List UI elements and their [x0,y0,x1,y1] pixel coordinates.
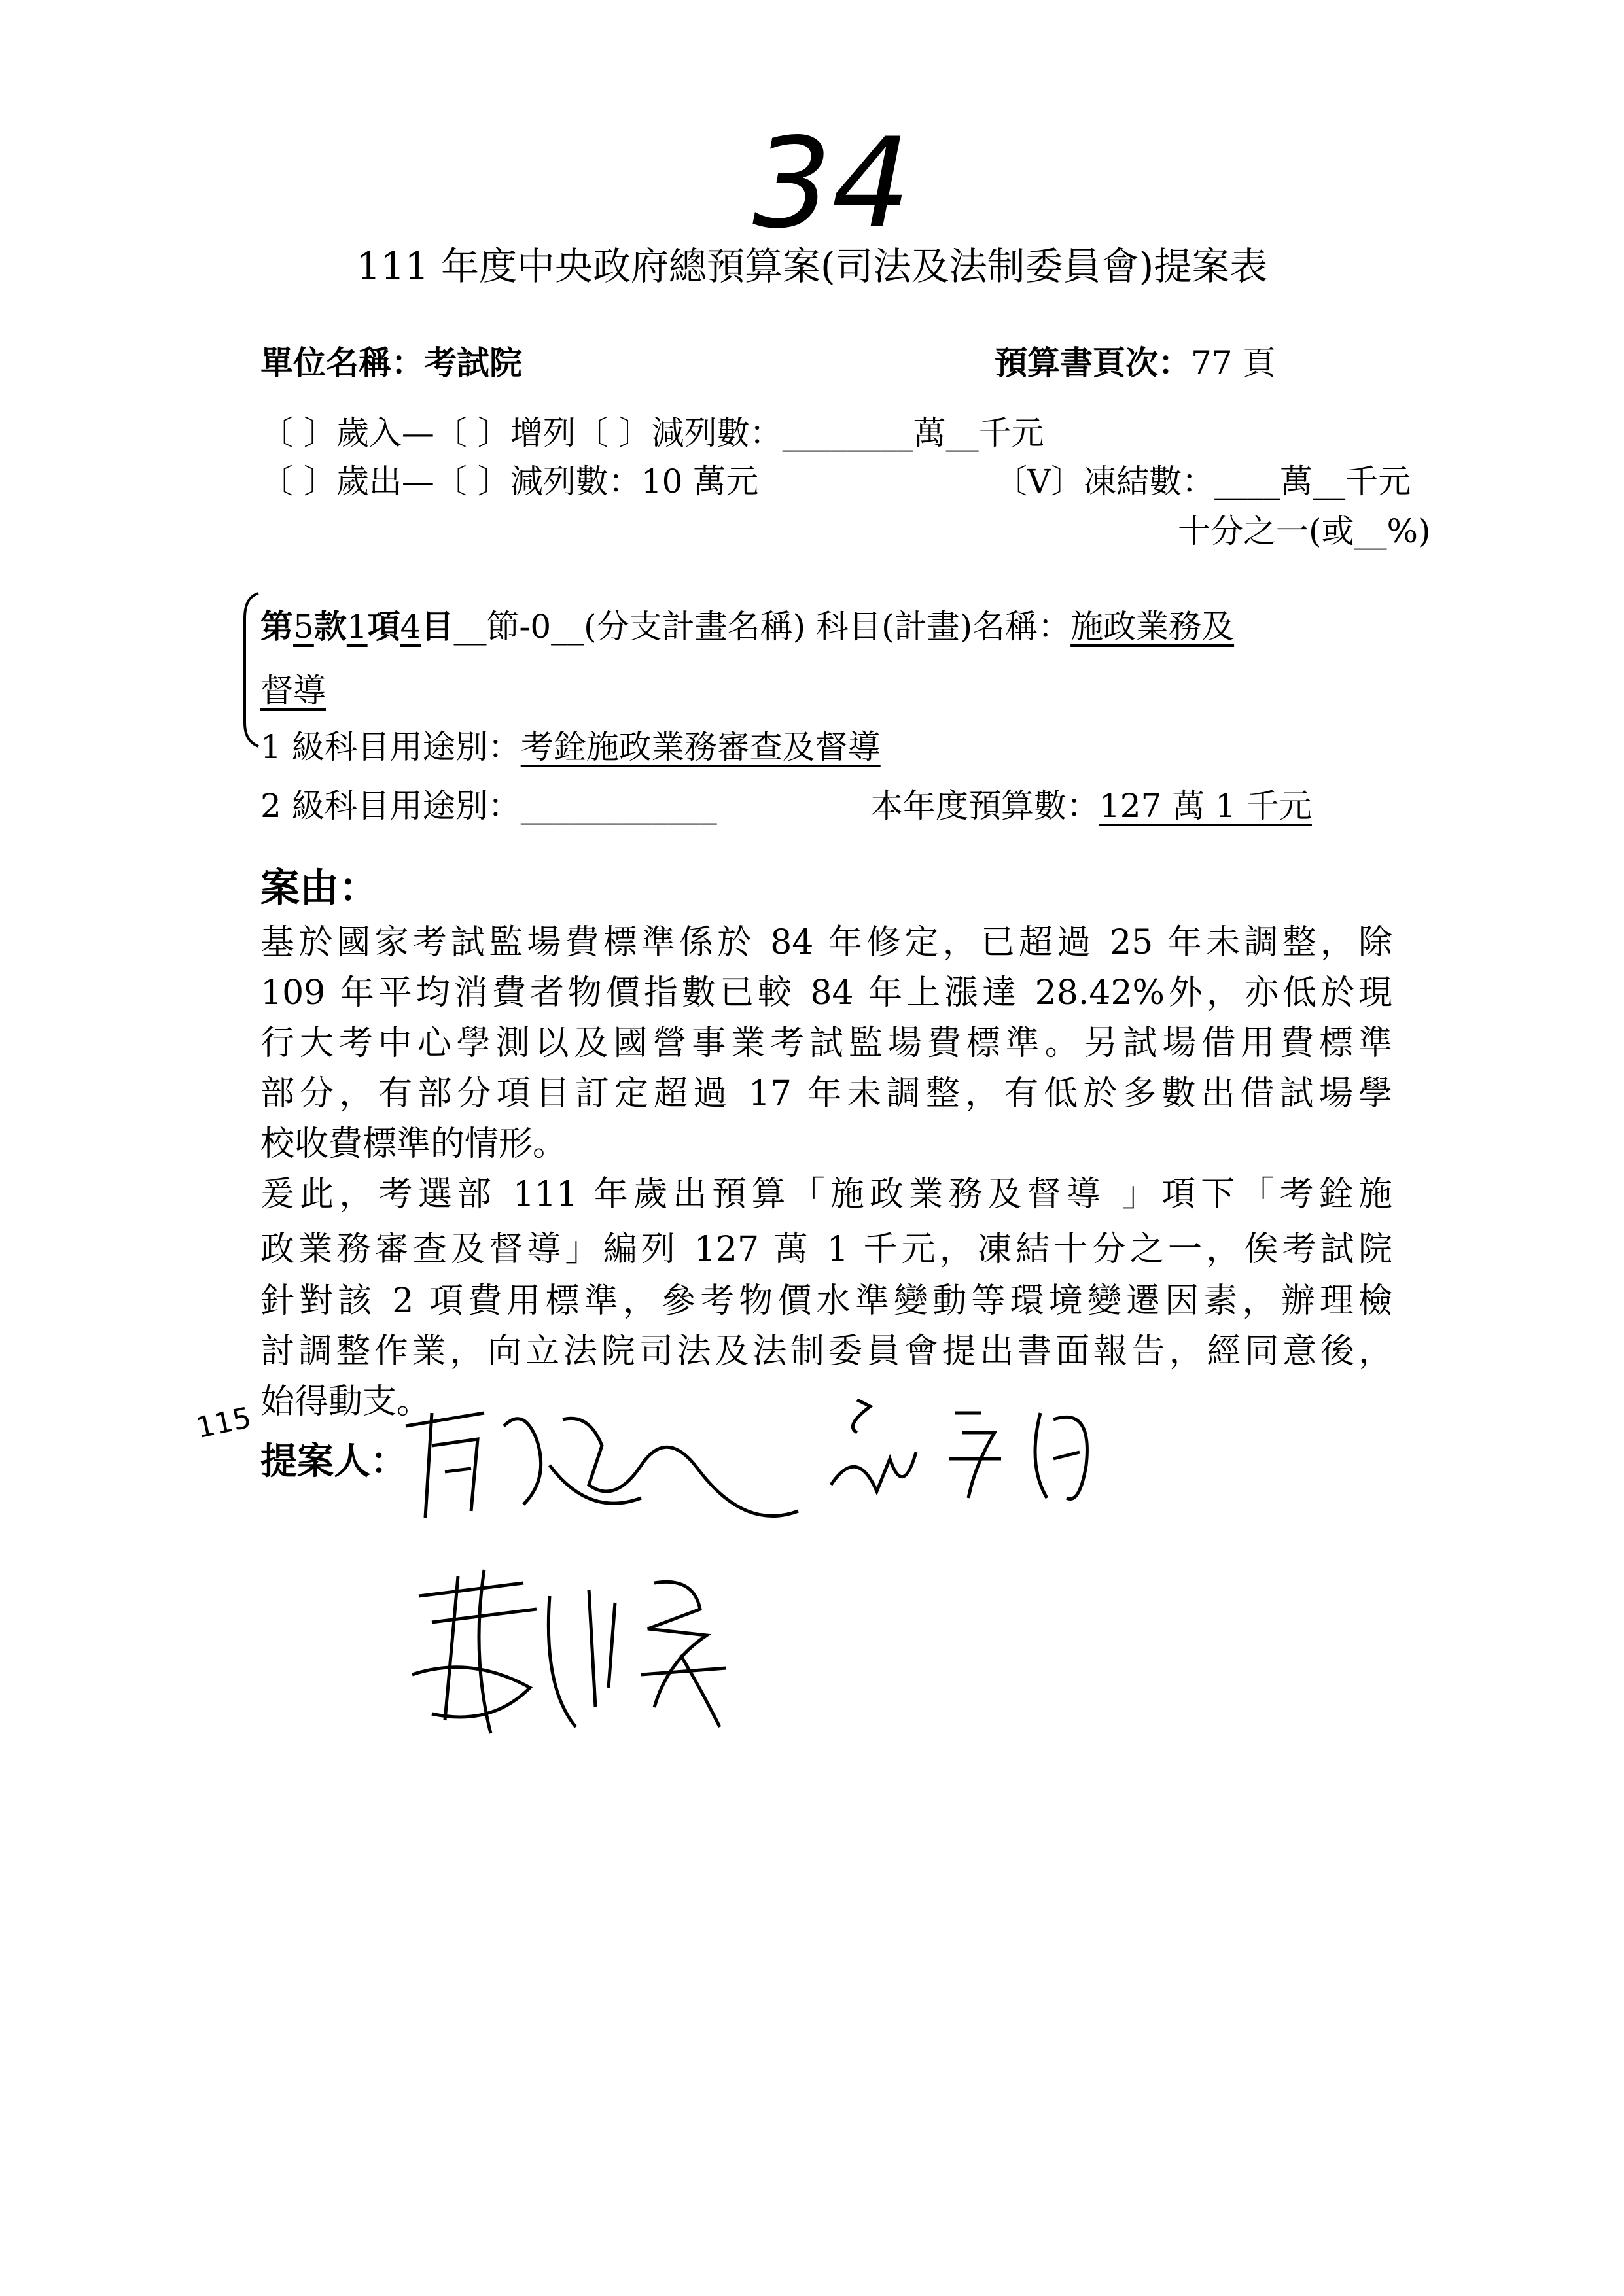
reason-line: 109 年平均消費者物價指數已較 84 年上漲達 28.42%外，亦低於現 [260,973,1392,1013]
signature-2 [818,1387,1106,1518]
item-prefix: 第 [260,608,293,646]
reason-line: 政業務審查及督導」編列 127 萬 1 千元，凍結十分之一，俟考試院 [260,1230,1392,1269]
reason-line: 爰此，考選部 111 年歲出預算「施政業務及督導 」項下「考銓施 [260,1175,1392,1214]
freeze-fraction: 十分之一(或__%) [1178,512,1431,550]
document-title: 111 年度中央政府總預算案(司法及法制委員會)提案表 [356,244,1268,288]
signature-1 [393,1387,811,1557]
proposer-label: 提案人： [260,1440,407,1483]
reason-line: 針對該 2 項費用標準，參考物價水準變動等環境變遷因素，辦理檢 [260,1281,1392,1321]
unit-value: 考試院 [424,344,522,382]
item-jie: __節-0__ [453,608,584,646]
level2-row [260,780,717,827]
item-name-part2: 督導 [260,672,326,710]
level1-label: 1 級科目用途別： [260,728,521,766]
item-xiang-label: 項 [367,608,400,646]
handwritten-note: 115 [193,1400,255,1446]
current-budget-value: 127 萬 1 千元 [1099,787,1312,825]
expense-row-right: 〔V〕凍結數：____萬__千元 [995,462,1411,500]
unit-label: 單位名稱： [260,344,424,382]
reason-line: 校收費標準的情形。 [260,1124,567,1164]
reason-heading: 案由： [260,865,378,911]
item-kuan: 5 [293,608,314,646]
left-bracket [242,592,262,749]
handwritten-page-number: 34 [752,111,911,256]
level1-row [260,721,881,768]
level1-value: 考銓施政業務審查及督導 [520,728,881,766]
current-budget [870,780,1312,827]
budget-page-value: 77 頁 [1191,344,1276,382]
item-kuan-label: 款 [313,608,347,646]
budget-page [995,337,1276,384]
reason-line: 始得動支。 [260,1382,431,1421]
signature-3 [393,1557,759,1753]
item-line [260,600,1234,648]
expense-row-left: 〔 〕歲出—〔 〕減列數：10 萬元 [260,462,759,500]
reason-line: 基於國家考試監場費標準係於 84 年修定，已超過 25 年未調整，除 [260,923,1392,962]
budget-page-label: 預算書頁次： [995,344,1191,382]
item-plan-label: (分支計畫名稱) 科目(計畫)名稱： [584,608,1071,646]
reason-line: 討調整作業，向立法院司法及法制委員會提出書面報告，經同意後， [260,1332,1392,1371]
item-mu-label: 目 [421,608,454,646]
item-xiang: 1 [346,608,368,646]
revenue-row: 〔 〕歲入—〔 〕增列〔 〕減列數：________萬__千元 [260,414,1044,452]
current-budget-label: 本年度預算數： [870,787,1099,825]
level2-value: ____________ [520,787,717,825]
unit-name [260,337,522,384]
reason-line: 行大考中心學測以及國營事業考試監場費標準。另試場借用費標準 [260,1024,1392,1063]
reason-line: 部分，有部分項目訂定超過 17 年未調整，有低於多數出借試場學 [260,1074,1392,1113]
item-mu: 4 [400,608,421,646]
level2-label: 2 級科目用途別： [260,787,521,825]
item-name-part1: 施政業務及 [1070,608,1235,646]
